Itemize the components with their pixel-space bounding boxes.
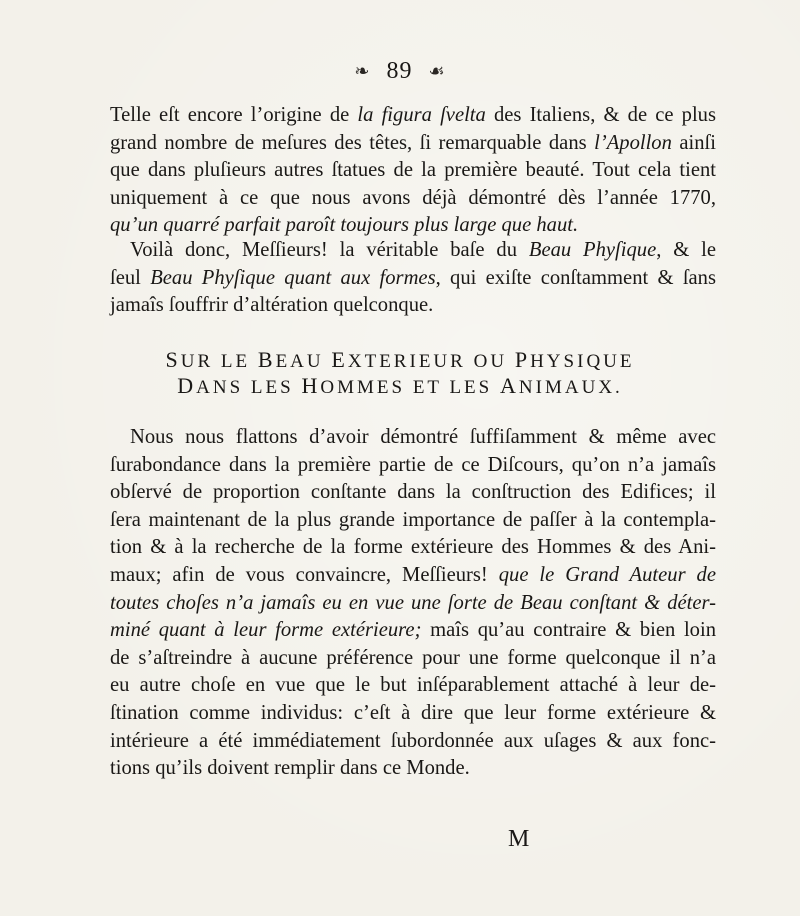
text-line: obſervé de proportion conſtante dans la conſtruction des Edifices; il	[110, 481, 716, 504]
text-line: ſera maintenant de la plus grande importance de paſſer à la contempla-	[110, 508, 716, 531]
text-line: uniquement à ce que nous avons déjà démontré dès l’année 1770,	[110, 186, 716, 209]
text-line: ſeul Beau Phyſique quant aux formes, qui exiſte conſtamment & ſans	[110, 266, 716, 289]
section-heading-line-2: DANS LES HOMMES ET LES ANIMAUX.	[177, 373, 623, 398]
text-line: tion & à la recherche de la forme extérieure des Hommes & des Ani-	[110, 536, 716, 559]
text-line: tions qu’ils doivent remplir dans ce Monde.	[110, 757, 470, 780]
paragraph-3	[110, 424, 716, 783]
text-line: que dans pluſieurs autres ſtatues de la première beauté. Tout cela tient	[110, 159, 716, 182]
section-heading-line-1: SUR LE BEAU EXTERIEUR OU PHYSIQUE	[165, 347, 635, 372]
text-line: Telle eſt encore l’origine de la figura ſvelta des Italiens, & de ce plus	[110, 104, 716, 126]
paragraph-2	[110, 237, 716, 320]
paragraph-1	[110, 102, 716, 240]
page-number: 89	[386, 58, 413, 84]
text-line: ſurabondance dans la première partie de ce Diſcours, qu’on n’a jamaîs	[110, 453, 716, 476]
text-line: miné quant à leur forme extérieure; maîs qu’au contraire & bien loin	[110, 619, 716, 642]
text-line: qu’un quarré parfait paroît toujours plus large que haut.	[110, 214, 579, 237]
page-header	[0, 58, 800, 85]
text-line: eu autre choſe en vue que le but inſéparablement attaché à leur de-	[110, 674, 716, 697]
text-line: maux; afin de vous convaincre, Meſſieurs! que le Grand Auteur de	[110, 563, 716, 586]
text-line: Nous nous flattons d’avoir démontré ſuffiſamment & même avec	[130, 426, 716, 448]
text-line: ſtination comme individus: c’eſt à dire que leur forme extérieure &	[110, 701, 716, 724]
signature-mark: M	[508, 826, 530, 852]
text-line: Voilà donc, Meſſieurs! la véritable baſe du Beau Phyſique, & le	[130, 239, 716, 261]
text-line: intérieure a été immédiatement ſubordonnée aux uſages & aux fonc-	[110, 729, 716, 752]
ornament-right-icon: ☙	[428, 61, 446, 82]
text-line: grand nombre de meſures des têtes, ſi remarquable dans l’Apollon ainſi	[110, 131, 716, 154]
text-line: jamaîs ſouffrir d’altération quelconque.	[110, 294, 434, 317]
ornament-left-icon: ❧	[354, 61, 371, 82]
text-line: toutes choſes n’a jamaîs eu en vue une ſorte de Beau conſtant & déter-	[110, 591, 716, 614]
text-line: de s’aſtreindre à aucune préférence pour une forme quelconque il n’a	[110, 646, 716, 669]
